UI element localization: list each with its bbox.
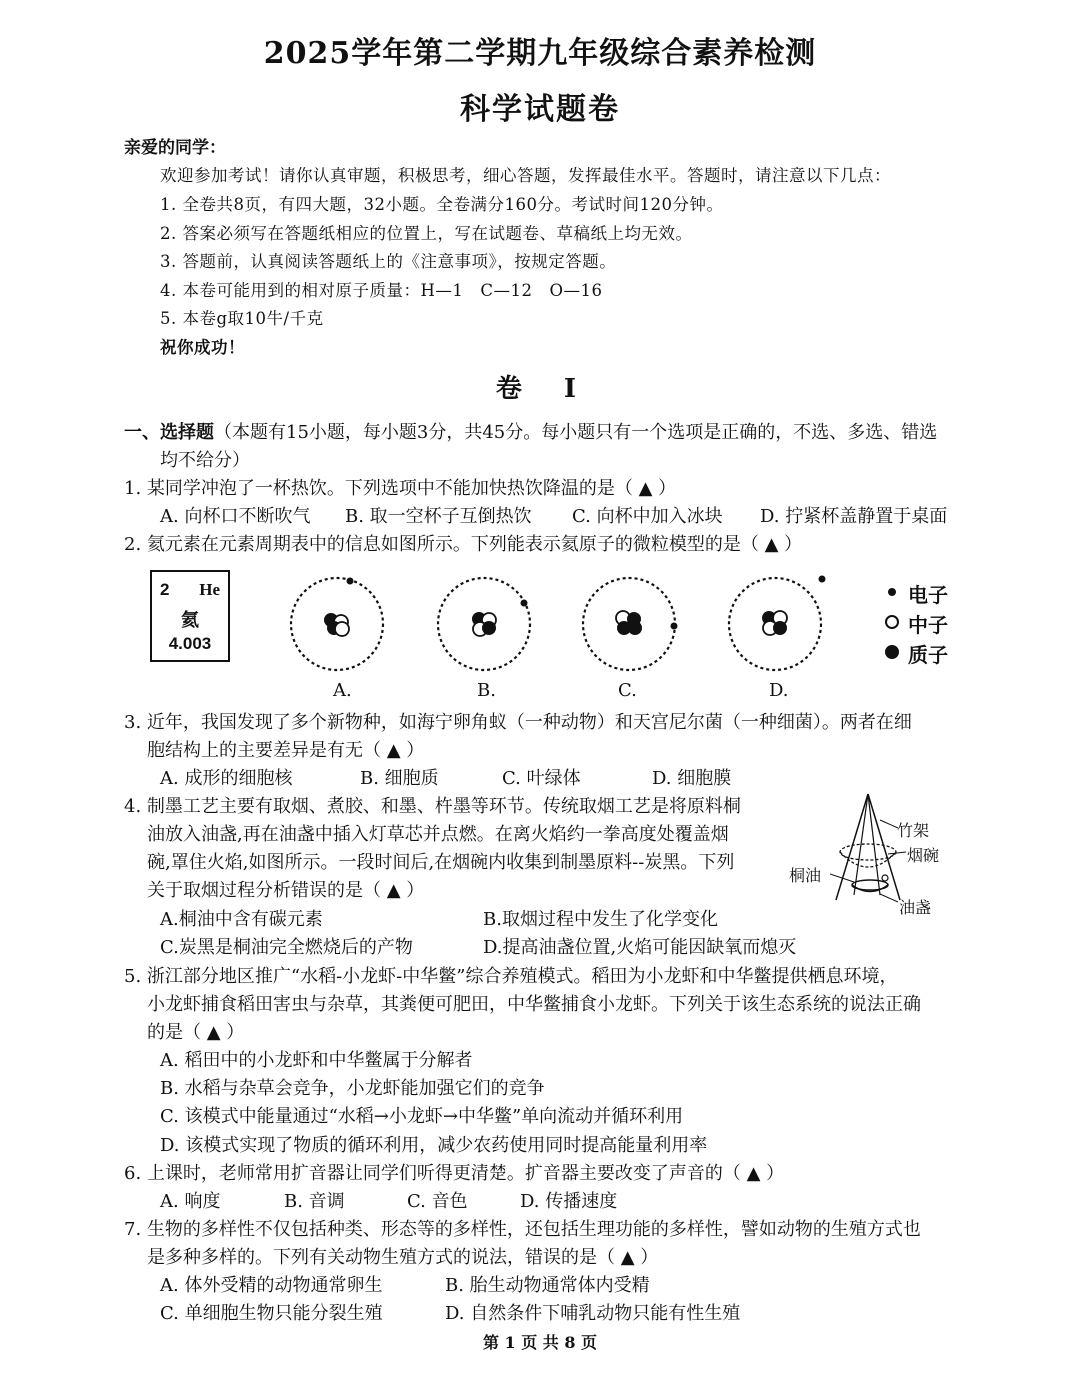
q1-stem: 1. 某同学冲泡了一杯热饮。下列选项中不能加快热饮降温的是（ ▲ ） — [124, 478, 677, 499]
greeting: 亲爱的同学： — [124, 138, 226, 158]
q3-option-d: D. 细胞膜 — [652, 768, 732, 789]
q1-option-d: D. 拧紧杯盖静置于桌面 — [760, 506, 948, 527]
notice-item-2: 2. 答案必须写在答题纸相应的位置上，写在试题卷、草稿纸上均无效。 — [160, 224, 693, 243]
electron-legend-icon — [888, 588, 896, 596]
helium-element-card — [150, 570, 230, 662]
q5-option-c: C. 该模式中能量通过“水稻→小龙虾→中华鳖”单向流动并循环利用 — [160, 1106, 684, 1127]
part1-heading — [124, 418, 937, 444]
q7-option-c: C. 单细胞生物只能分裂生殖 — [160, 1303, 383, 1324]
q2-label-b: B. — [477, 680, 496, 701]
figure-label-frame: 竹架 — [897, 821, 930, 840]
legend-electron: 电子 — [908, 583, 948, 607]
electron-dot — [347, 578, 354, 585]
notice-item-3: 3. 答题前，认真阅读答题纸上的《注意事项》，按规定答题。 — [160, 252, 617, 271]
q7-stem-line1: 7. 生物的多样性不仅包括种类、形态等的多样性，还包括生理功能的多样性，譬如动物的生殖方式也 — [124, 1219, 921, 1240]
q1-option-a: A. 向杯口不断吹气 — [160, 506, 311, 527]
atom-model-b — [438, 578, 530, 670]
electron-dot — [671, 623, 678, 630]
q3-option-a: A. 成形的细胞核 — [160, 768, 293, 789]
q4-stem-line2: 油放入油盏,再在油盏中插入灯草芯并点燃。在离火焰约一拳高度处覆盖烟 — [147, 824, 729, 845]
legend-proton: 质子 — [908, 643, 948, 667]
notice-item-4: 4. 本卷可能用到的相对原子质量：H—1 C—12 O—16 — [160, 281, 603, 300]
element-name: 氦 — [181, 610, 199, 630]
electron-dot — [819, 576, 826, 583]
q6-option-c: C. 音色 — [407, 1191, 468, 1212]
notice-item-1: 1. 全卷共8页，有四大题，32小题。全卷满分160分。考试时间120分钟。 — [160, 195, 724, 214]
q6-stem: 6. 上课时，老师常用扩音器让同学们听得更清楚。扩音器主要改变了声音的（ ▲ ） — [124, 1163, 785, 1184]
q5-option-b: B. 水稻与杂草会竞争，小龙虾能加强它们的竞争 — [160, 1078, 545, 1099]
q4-option-b: B.取烟过程中发生了化学变化 — [483, 909, 718, 930]
exam-title: 2025学年第二学期九年级综合素养检测 — [263, 36, 817, 71]
legend-markers — [884, 582, 906, 660]
atomic-mass: 4.003 — [168, 634, 212, 653]
exam-subtitle: 科学试题卷 — [460, 92, 620, 127]
q7-option-a: A. 体外受精的动物通常卵生 — [160, 1275, 383, 1296]
q5-stem-line2: 小龙虾捕食稻田害虫与杂草，其粪便可肥田，中华鳖捕食小龙虾。下列关于该生态系统的说法正确 — [147, 994, 921, 1015]
q6-option-a: A. 响度 — [160, 1191, 221, 1212]
section-title: 卷 I — [495, 374, 585, 404]
q5-stem-line3: 的是（ ▲ ） — [147, 1022, 245, 1043]
atom-model-a — [291, 578, 383, 671]
q1-option-c: C. 向杯中加入冰块 — [572, 506, 723, 527]
electron-dot — [521, 600, 528, 607]
element-symbol: He — [199, 580, 220, 599]
notice-intro: 欢迎参加考试！请你认真审题，积极思考，细心答题，发挥最佳水平。答题时，请注意以下几点： — [160, 166, 891, 185]
q2-label-d: D. — [769, 680, 789, 701]
q2-stem: 2. 氦元素在元素周期表中的信息如图所示。下列能表示氦原子的微粒模型的是（ ▲ ） — [124, 534, 803, 555]
proton-legend-icon — [885, 645, 899, 659]
q7-option-b: B. 胎生动物通常体内受精 — [445, 1275, 650, 1296]
q4-option-c: C.炭黑是桐油完全燃烧后的产物 — [160, 937, 413, 958]
q4-stem-line1: 4. 制墨工艺主要有取烟、煮胶、和墨、杵墨等环节。传统取烟工艺是将原料桐 — [124, 796, 741, 817]
part1-heading-line2: 均不给分） — [160, 450, 250, 471]
atomic-number: 2 — [160, 580, 170, 599]
atom-model-c — [583, 578, 678, 670]
neutron-legend-icon — [886, 616, 898, 628]
figure-label-bowl: 烟碗 — [907, 846, 940, 865]
q5-stem-line1: 5. 浙江部分地区推广“水稻-小龙虾-中华鳖”综合养殖模式。稻田为小龙虾和中华鳖提供栖息环境， — [124, 966, 898, 987]
q6-option-b: B. 音调 — [284, 1191, 345, 1212]
q3-stem-line2: 胞结构上的主要差异是有无（ ▲ ） — [147, 740, 425, 761]
q3-option-c: C. 叶绿体 — [502, 768, 581, 789]
q2-label-a: A. — [333, 680, 352, 701]
q5-option-d: D. 该模式实现了物质的循环利用，减少农药使用同时提高能量利用率 — [160, 1135, 708, 1156]
page-number: 第 1 页 共 8 页 — [482, 1333, 598, 1352]
part1-heading-bold: 一、选择题 — [124, 422, 214, 443]
figure-label-oil: 桐油 — [789, 866, 822, 885]
q7-stem-line2: 是多种多样的。下列有关动物生殖方式的说法，错误的是（ ▲ ） — [147, 1247, 659, 1268]
notice-closing: 祝你成功！ — [160, 338, 245, 357]
q4-stem-line4: 关于取烟过程分析错误的是（ ▲ ） — [147, 880, 425, 901]
q7-option-d: D. 自然条件下哺乳动物只能有性生殖 — [445, 1303, 741, 1324]
q4-option-a: A.桐油中含有碳元素 — [160, 909, 323, 930]
q3-stem-line1: 3. 近年，我国发现了多个新物种，如海宁卵角蚁（一种动物）和天宫尼尔菌（一种细菌）。两者在细 — [124, 712, 912, 733]
atom-model-d — [729, 576, 826, 671]
q6-option-d: D. 传播速度 — [520, 1191, 618, 1212]
notice-item-5: 5. 本卷g取10牛/千克 — [160, 309, 324, 328]
q5-option-a: A. 稻田中的小龙虾和中华鳖属于分解者 — [160, 1050, 473, 1071]
q4-option-d: D.提高油盏位置,火焰可能因缺氧而熄灭 — [483, 937, 797, 958]
q3-option-b: B. 细胞质 — [360, 768, 439, 789]
q4-stem-line3: 碗,罩住火焰,如图所示。一段时间后,在烟碗内收集到制墨原料--炭黑。下列 — [147, 852, 735, 873]
figure-label-lamp: 油盏 — [899, 898, 932, 917]
atom-models-figure — [280, 572, 900, 672]
q1-option-b: B. 取一空杯子互倒热饮 — [345, 506, 532, 527]
legend-neutron: 中子 — [908, 613, 948, 637]
q2-label-c: C. — [618, 680, 637, 701]
part1-heading-rest: （本题有15小题，每小题3分，共45分。每小题只有一个选项是正确的，不选、多选、错选 — [214, 422, 938, 443]
